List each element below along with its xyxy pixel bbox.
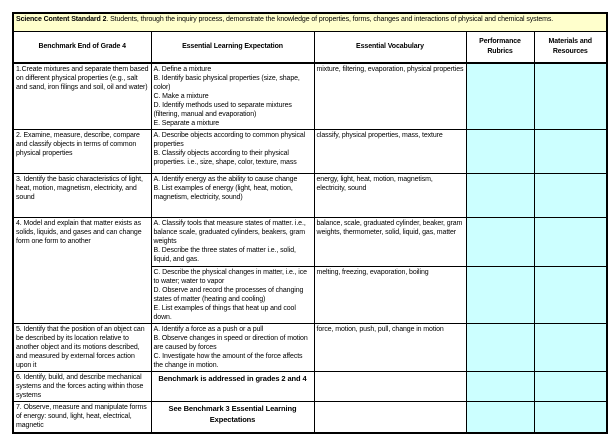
materials-cell[interactable] [534,267,607,324]
materials-cell[interactable] [534,324,607,372]
expectation-item: C. Investigate how the amount of the force affects the change in motion. [153,353,303,369]
expectation-item: B. Classify objects according to their physical properties. i.e., size, shape, color, texture, mass [153,150,297,166]
expectation-cell [151,218,314,267]
benchmark-cell: 1.Create mixtures and separate them based on different physical properties (e.g., salt and sand, iron filings and soil, oil and water) [13,63,151,130]
rubrics-cell[interactable] [466,402,534,434]
expectation-item: A. Describe objects according to common physical properties [153,132,306,148]
expectation-cell [151,267,314,324]
materials-cell[interactable] [534,130,607,174]
benchmark-cell: 4. Model and explain that matter exists as solids, liquids, and gases and can change form one form to another [13,218,151,324]
expectation-cell [151,63,314,130]
science-standard-table [12,12,608,434]
materials-cell[interactable] [534,218,607,267]
expectation-item: C. Describe the physical changes in matter, i.e., ice to water; water to vapor [153,269,307,285]
rubrics-cell[interactable] [466,218,534,267]
vocabulary-cell [314,402,466,434]
vocabulary-cell: mixture, filtering, evaporation, physical properties [314,63,466,130]
standard-label: Science Content Standard 2 [16,16,107,23]
expectation-item: A. Classify tools that measure states of matter. i.e., balance scale, graduated cylinders, beakers, gram weights [153,220,306,245]
expectation-item: A. Identify energy as the ability to cause change [153,176,298,183]
header-expectation: Essential Learning Expectation [151,32,314,64]
header-materials: Materials and Resources [534,32,607,64]
standard-text: . Students, through the inquiry process, demonstrate the knowledge of properties, forms, changes and interactions of physical and chemical systems. [106,16,554,23]
expectation-cell [151,174,314,218]
expectation-item: E. List examples of things that heat up and cool down. [153,305,296,321]
table-row [13,174,607,218]
standard-title [13,13,607,32]
materials-cell[interactable] [534,372,607,402]
vocabulary-cell: force, motion, push, pull, change in motion [314,324,466,372]
rubrics-cell[interactable] [466,324,534,372]
table-row [13,63,607,130]
benchmark-cell: 5. Identify that the position of an object can be described by its location relative to another object and its motions described, and measured by external forces action upon it [13,324,151,372]
title-row [13,13,607,32]
expectation-item: A. Define a mixture [153,66,212,73]
expectation-item: B. Identify basic physical properties (size, shape, color) [153,75,300,91]
benchmark-cell: 2. Examine, measure, describe, compare and classify objects in terms of common physical properties [13,130,151,174]
vocabulary-cell: energy, light, heat, motion, magnetism, electricity, sound [314,174,466,218]
table-row [13,130,607,174]
expectation-item: A. Identify a force as a push or a pull [153,326,264,333]
materials-cell[interactable] [534,63,607,130]
header-vocabulary: Essential Vocabulary [314,32,466,64]
header-row [13,32,607,64]
expectation-item: B. Observe changes in speed or direction of motion are caused by forces [153,335,308,351]
materials-cell[interactable] [534,174,607,218]
header-rubrics: Performance Rubrics [466,32,534,64]
table-row [13,402,607,434]
expectation-item: D. Observe and record the processes of changing states of matter (heating and cooling) [153,287,304,303]
benchmark-cell: 6. Identify, build, and describe mechanical systems and the forces acting within those systems [13,372,151,402]
benchmark-cell: 7. Observe, measure and manipulate forms of energy: sound, light, heat, electrical, magnetic [13,402,151,434]
materials-cell[interactable] [534,402,607,434]
rubrics-cell[interactable] [466,130,534,174]
table-row [13,372,607,402]
rubrics-cell[interactable] [466,267,534,324]
expectation-note: See Benchmark 3 Essential Learning Expectations [151,402,314,434]
expectation-note: Benchmark is addressed in grades 2 and 4 [151,372,314,402]
rubrics-cell[interactable] [466,63,534,130]
rubrics-cell[interactable] [466,372,534,402]
expectation-item: B. Describe the three states of matter i.e., solid, liquid, and gas. [153,247,296,263]
expectation-item: D. Identify methods used to separate mixtures (filtering, manual and evaporation) [153,102,292,118]
table-row [13,324,607,372]
vocabulary-cell: classify, physical properties, mass, texture [314,130,466,174]
vocabulary-cell [314,372,466,402]
expectation-item: E. Separate a mixture [153,120,220,127]
expectation-item: B. List examples of energy (light, heat, motion, magnetism, electricity, sound) [153,185,293,201]
header-benchmark: Benchmark End of Grade 4 [13,32,151,64]
vocabulary-cell: melting, freezing, evaporation, boiling [314,267,466,324]
vocabulary-cell: balance, scale, graduated cylinder, beaker, gram weights, thermometer, solid, liquid, gas, matter [314,218,466,267]
expectation-cell [151,324,314,372]
rubrics-cell[interactable] [466,174,534,218]
expectation-item: C. Make a mixture [153,93,209,100]
table-row [13,218,607,267]
expectation-cell [151,130,314,174]
benchmark-cell: 3. Identify the basic characteristics of light, heat, motion, magnetism, electricity, and sound [13,174,151,218]
